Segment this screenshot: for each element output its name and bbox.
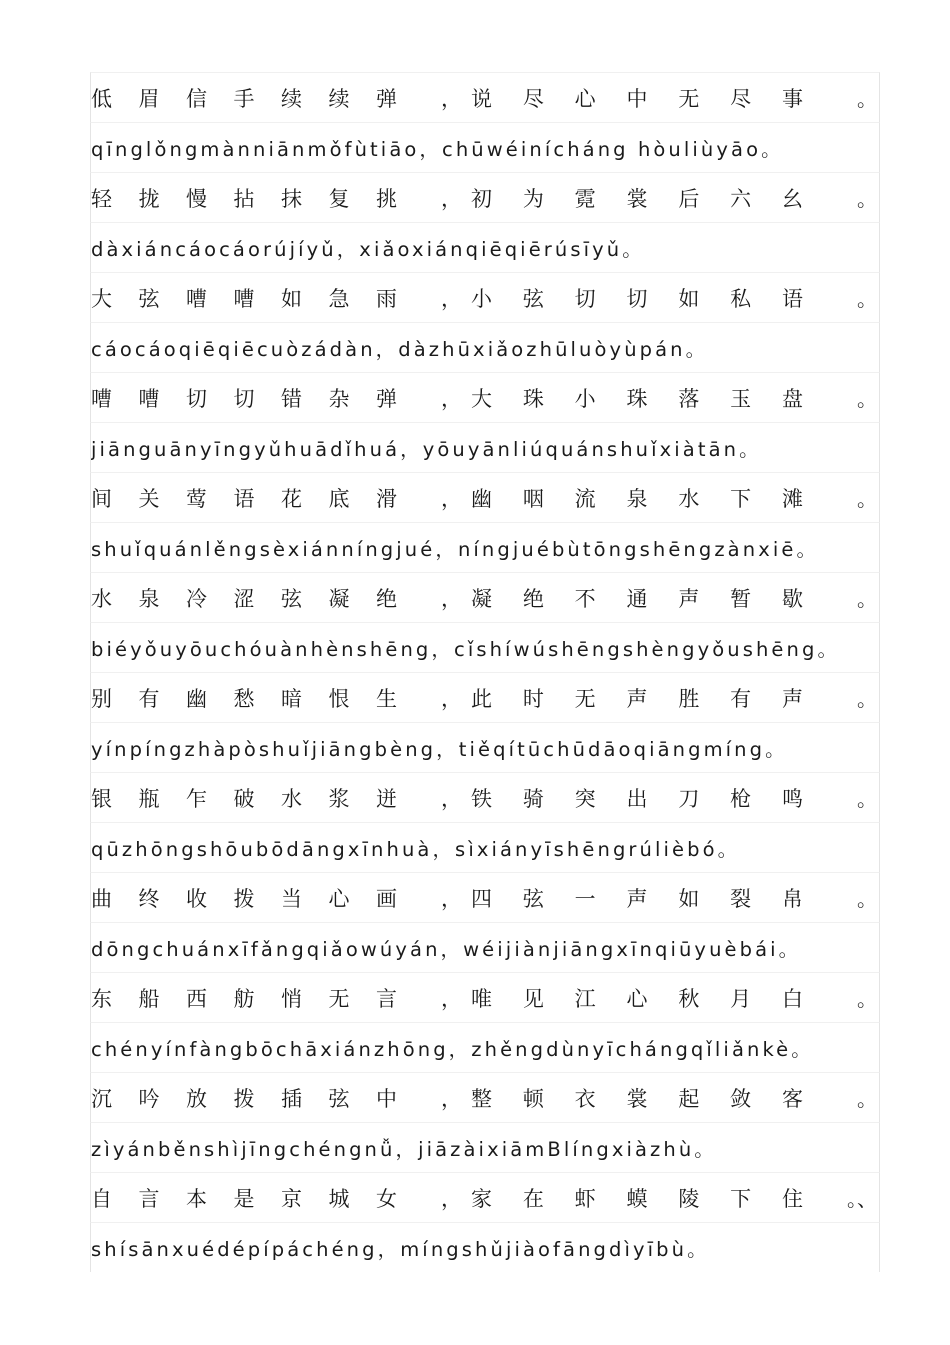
hanzi-char: 语 [781,286,803,311]
hanzi-char: 珠 [626,386,648,411]
hanzi-char: 胜 [678,686,700,711]
hanzi-char: 幺 [781,186,803,211]
hanzi-second-half [471,383,803,413]
hanzi-char: 舫 [233,986,255,1011]
hanzi-char: 此 [471,686,492,711]
hanzi-char: 当 [281,886,302,911]
hanzi-char: 如 [678,886,700,911]
hanzi-char: 如 [678,286,700,311]
hanzi-end-punct: 。 [857,587,877,611]
hanzi-char: 拨 [233,886,255,911]
hanzi-comma: ， [441,886,462,911]
hanzi-first-half [91,1083,397,1113]
hanzi-char: 嘈 [138,386,160,411]
hanzi-char: 中 [626,86,648,111]
hanzi-char: 底 [328,486,350,511]
hanzi-char: 弦 [522,886,544,911]
hanzi-char: 大 [91,286,112,311]
pinyin-text: zìyánběnshìjīngchéngnǚ，jiāzàixiāmBlíngxiàzhù。 [91,1137,717,1161]
hanzi-char: 暂 [730,586,752,611]
hanzi-char: 初 [471,186,492,211]
hanzi-end-punct: 。 [857,687,877,711]
hanzi-char: 绝 [376,586,397,611]
hanzi-char: 尽 [522,86,544,111]
hanzi-char: 后 [678,186,700,211]
hanzi-char: 弦 [328,1086,350,1111]
pinyin-text: yínpíngzhàpòshuǐjiāngbèng，tiěqítūchūdāoqiāngmíng。 [91,737,788,761]
pinyin-line [90,522,880,572]
hanzi-char: 声 [781,686,803,711]
pinyin-text: biéyǒuyōuchóuànhènshēng，cǐshíwúshēngshèngyǒushēng。 [91,637,841,661]
hanzi-char: 四 [471,886,492,911]
hanzi-char: 流 [574,486,596,511]
hanzi-char: 弹 [376,386,397,411]
hanzi-second-half [471,283,803,313]
hanzi-char: 泉 [626,486,648,511]
hanzi-char: 眉 [138,86,160,111]
hanzi-char: 小 [471,286,492,311]
pinyin-line [90,322,880,372]
hanzi-end-punct: 。 [857,387,877,411]
hanzi-char: 私 [730,286,752,311]
hanzi-char: 间 [91,486,112,511]
hanzi-char: 虾 [574,1186,596,1211]
hanzi-char: 本 [186,1186,207,1211]
hanzi-char: 拨 [233,1086,255,1111]
hanzi-char: 语 [233,486,255,511]
hanzi-char: 拢 [138,186,160,211]
hanzi-char: 慢 [186,186,207,211]
hanzi-char: 西 [186,986,207,1011]
hanzi-char: 浆 [328,786,350,811]
hanzi-char: 无 [574,686,596,711]
hanzi-char: 嘈 [233,286,255,311]
hanzi-char: 声 [626,886,648,911]
pinyin-text: qīnglǒngmànniānmǒfùtiāo，chūwéinícháng hòuliùyāo。 [91,137,784,161]
hanzi-char: 帛 [781,886,803,911]
hanzi-char: 心 [574,86,596,111]
pinyin-text: jiānguānyīngyǔhuādǐhuá，yōuyānliúquánshuǐxiàtān。 [91,437,762,461]
hanzi-char: 切 [574,286,596,311]
hanzi-second-half [471,1083,803,1113]
hanzi-char: 心 [328,886,350,911]
hanzi-char: 关 [138,486,160,511]
hanzi-char: 珠 [522,386,544,411]
hanzi-char: 破 [233,786,255,811]
hanzi-char: 不 [574,586,596,611]
hanzi-char: 终 [138,886,160,911]
hanzi-char: 出 [626,786,648,811]
hanzi-char: 骑 [522,786,544,811]
hanzi-char: 声 [678,586,700,611]
hanzi-char: 刀 [678,786,700,811]
hanzi-char: 雨 [376,286,397,311]
hanzi-char: 枪 [730,786,752,811]
pinyin-text: cáocáoqiēqiēcuòzádàn，dàzhūxiǎozhūluòyùpán。 [91,337,709,361]
hanzi-char: 如 [281,286,302,311]
hanzi-end-punct: 。 [857,287,877,311]
hanzi-char: 唯 [471,986,492,1011]
hanzi-char: 迸 [376,786,397,811]
pinyin-line [90,422,880,472]
hanzi-char: 整 [471,1086,492,1111]
hanzi-char: 咽 [522,486,544,511]
hanzi-first-half [91,483,397,513]
hanzi-char: 挑 [376,186,397,211]
hanzi-comma: ， [441,986,462,1011]
hanzi-char: 弦 [522,286,544,311]
hanzi-comma: ， [441,186,462,211]
hanzi-line [90,972,880,1022]
hanzi-char: 插 [281,1086,302,1111]
hanzi-char: 复 [328,186,350,211]
hanzi-char: 涩 [233,586,255,611]
hanzi-char: 悄 [281,986,302,1011]
hanzi-char: 中 [376,1086,397,1111]
pinyin-line [90,122,880,172]
pinyin-text: qūzhōngshōubōdāngxīnhuà，sìxiányīshēngrúlièbó。 [91,837,741,861]
hanzi-char: 声 [626,686,648,711]
hanzi-char: 秋 [678,986,700,1011]
hanzi-char: 恨 [328,686,350,711]
hanzi-char: 滑 [376,486,397,511]
hanzi-char: 有 [730,686,752,711]
hanzi-char: 起 [678,1086,700,1111]
hanzi-end-punct: 。 [857,1087,877,1111]
hanzi-char: 水 [91,586,112,611]
pinyin-line [90,622,880,672]
hanzi-char: 陵 [678,1186,700,1211]
hanzi-first-half [91,283,397,313]
hanzi-char: 是 [233,1186,255,1211]
hanzi-comma: ， [441,586,462,611]
hanzi-char: 轻 [91,186,112,211]
hanzi-char: 弦 [281,586,302,611]
hanzi-first-half [91,683,397,713]
hanzi-char: 裳 [626,186,648,211]
hanzi-char: 收 [186,886,207,911]
hanzi-comma: ， [441,1086,462,1111]
hanzi-char: 大 [471,386,492,411]
hanzi-second-half [471,83,803,113]
hanzi-char: 盘 [781,386,803,411]
hanzi-char: 拈 [233,186,255,211]
poem-page [90,72,880,1272]
hanzi-char: 弹 [376,86,397,111]
hanzi-char: 抹 [281,186,302,211]
hanzi-char: 东 [91,986,112,1011]
hanzi-char: 言 [376,986,397,1011]
hanzi-char: 无 [328,986,350,1011]
hanzi-char: 冷 [186,586,207,611]
hanzi-end-punct: 。 [857,787,877,811]
hanzi-char: 银 [91,786,112,811]
hanzi-char: 言 [138,1186,160,1211]
hanzi-end-punct: 。 [857,187,877,211]
hanzi-comma: ， [441,286,462,311]
hanzi-second-half [471,183,803,213]
hanzi-char: 铁 [471,786,492,811]
hanzi-char: 滩 [781,486,803,511]
hanzi-line [90,372,880,422]
hanzi-char: 愁 [233,686,255,711]
hanzi-char: 通 [626,586,648,611]
hanzi-char: 生 [376,686,397,711]
hanzi-char: 住 [781,1186,803,1211]
hanzi-char: 画 [376,886,397,911]
hanzi-char: 有 [138,686,160,711]
hanzi-char: 错 [281,386,302,411]
hanzi-comma: ， [441,786,462,811]
hanzi-char: 幽 [471,486,492,511]
hanzi-line [90,172,880,222]
hanzi-line [90,272,880,322]
hanzi-char: 六 [730,186,752,211]
hanzi-comma: ， [441,86,462,111]
hanzi-char: 绝 [522,586,544,611]
hanzi-second-half [471,783,803,813]
hanzi-char: 家 [471,1186,492,1211]
hanzi-char: 在 [522,1186,544,1211]
hanzi-line [90,1072,880,1122]
hanzi-char: 下 [730,1186,752,1211]
hanzi-char: 嘈 [91,386,112,411]
hanzi-first-half [91,783,397,813]
hanzi-char: 凝 [328,586,350,611]
hanzi-line [90,72,880,122]
hanzi-char: 衣 [574,1086,596,1111]
hanzi-char: 城 [328,1186,350,1211]
hanzi-char: 时 [522,686,544,711]
pinyin-line [90,222,880,272]
pinyin-line [90,1022,880,1072]
hanzi-char: 续 [328,86,350,111]
hanzi-char: 落 [678,386,700,411]
hanzi-char: 江 [574,986,596,1011]
pinyin-line [90,922,880,972]
hanzi-char: 乍 [186,786,207,811]
pinyin-text: dàxiáncáocáorújíyǔ，xiǎoxiánqiēqiērúsīyǔ。 [91,237,645,261]
hanzi-char: 暗 [281,686,302,711]
hanzi-end-punct: 。 [857,887,877,911]
hanzi-first-half [91,883,397,913]
pinyin-line [90,1122,880,1172]
hanzi-char: 吟 [138,1086,160,1111]
hanzi-char: 沉 [91,1086,112,1111]
pinyin-text: dōngchuánxīfǎngqiǎowúyán，wéijiànjiāngxīnqiūyuèbái。 [91,937,802,961]
hanzi-first-half [91,1183,397,1213]
hanzi-char: 瓶 [138,786,160,811]
hanzi-line [90,472,880,522]
hanzi-second-half [471,483,803,513]
hanzi-char: 低 [91,86,112,111]
hanzi-char: 见 [522,986,544,1011]
pinyin-text: shísānxuédépípáchéng，míngshǔjiàofāngdìyībù。 [91,1237,710,1261]
hanzi-char: 客 [781,1086,803,1111]
hanzi-end-punct: 。 [857,87,877,111]
hanzi-line [90,772,880,822]
hanzi-char: 突 [574,786,596,811]
hanzi-char: 幽 [186,686,207,711]
hanzi-char: 凝 [471,586,492,611]
hanzi-char: 花 [281,486,302,511]
hanzi-line [90,872,880,922]
hanzi-char: 手 [233,86,255,111]
hanzi-char: 切 [186,386,207,411]
hanzi-char: 霓 [574,186,596,211]
hanzi-char: 别 [91,686,112,711]
hanzi-comma: ， [441,486,462,511]
hanzi-first-half [91,583,397,613]
hanzi-char: 信 [186,86,207,111]
hanzi-char: 水 [678,486,700,511]
hanzi-char: 一 [574,886,596,911]
pinyin-line [90,722,880,772]
hanzi-char: 弦 [138,286,160,311]
hanzi-char: 女 [376,1186,397,1211]
hanzi-char: 为 [522,186,544,211]
hanzi-end-punct: 。 [857,987,877,1011]
pinyin-text: chényínfàngbōchāxiánzhōng，zhěngdùnyīchángqǐliǎnkè。 [91,1037,814,1061]
hanzi-char: 事 [781,86,803,111]
hanzi-char: 小 [574,386,596,411]
hanzi-char: 泉 [138,586,160,611]
hanzi-char: 曲 [91,886,112,911]
hanzi-char: 续 [281,86,302,111]
hanzi-comma: ， [441,686,462,711]
hanzi-char: 切 [626,286,648,311]
hanzi-char: 白 [781,986,803,1011]
hanzi-end-punct: 。 [857,487,877,511]
hanzi-char: 顿 [522,1086,544,1111]
hanzi-char: 下 [730,486,752,511]
hanzi-second-half [471,683,803,713]
hanzi-char: 放 [186,1086,207,1111]
hanzi-char: 蟆 [626,1186,648,1211]
hanzi-char: 莺 [186,486,207,511]
hanzi-char: 月 [730,986,752,1011]
hanzi-char: 自 [91,1186,112,1211]
hanzi-char: 尽 [730,86,752,111]
hanzi-second-half [471,883,803,913]
hanzi-char: 说 [471,86,492,111]
hanzi-char: 无 [678,86,700,111]
hanzi-char: 京 [281,1186,302,1211]
hanzi-char: 鸣 [781,786,803,811]
pinyin-line [90,822,880,872]
hanzi-first-half [91,183,397,213]
hanzi-comma: ， [441,386,462,411]
hanzi-char: 水 [281,786,302,811]
hanzi-first-half [91,83,397,113]
hanzi-char: 玉 [730,386,752,411]
hanzi-char: 裂 [730,886,752,911]
hanzi-char: 急 [328,286,350,311]
hanzi-comma: ， [441,1186,462,1211]
hanzi-char: 船 [138,986,160,1011]
hanzi-char: 歇 [781,586,803,611]
pinyin-text: shuǐquánlěngsèxiánníngjué，níngjuébùtōngshēngzànxiē。 [91,537,820,561]
hanzi-second-half [471,1183,803,1213]
hanzi-end-punct: 。、 [847,1187,877,1211]
hanzi-first-half [91,983,397,1013]
hanzi-char: 心 [626,986,648,1011]
hanzi-char: 杂 [328,386,350,411]
hanzi-char: 敛 [730,1086,752,1111]
hanzi-char: 切 [233,386,255,411]
hanzi-second-half [471,583,803,613]
hanzi-second-half [471,983,803,1013]
pinyin-line [90,1222,880,1272]
hanzi-line [90,572,880,622]
hanzi-char: 裳 [626,1086,648,1111]
hanzi-char: 嘈 [186,286,207,311]
hanzi-line [90,1172,880,1222]
hanzi-first-half [91,383,397,413]
hanzi-line [90,672,880,722]
